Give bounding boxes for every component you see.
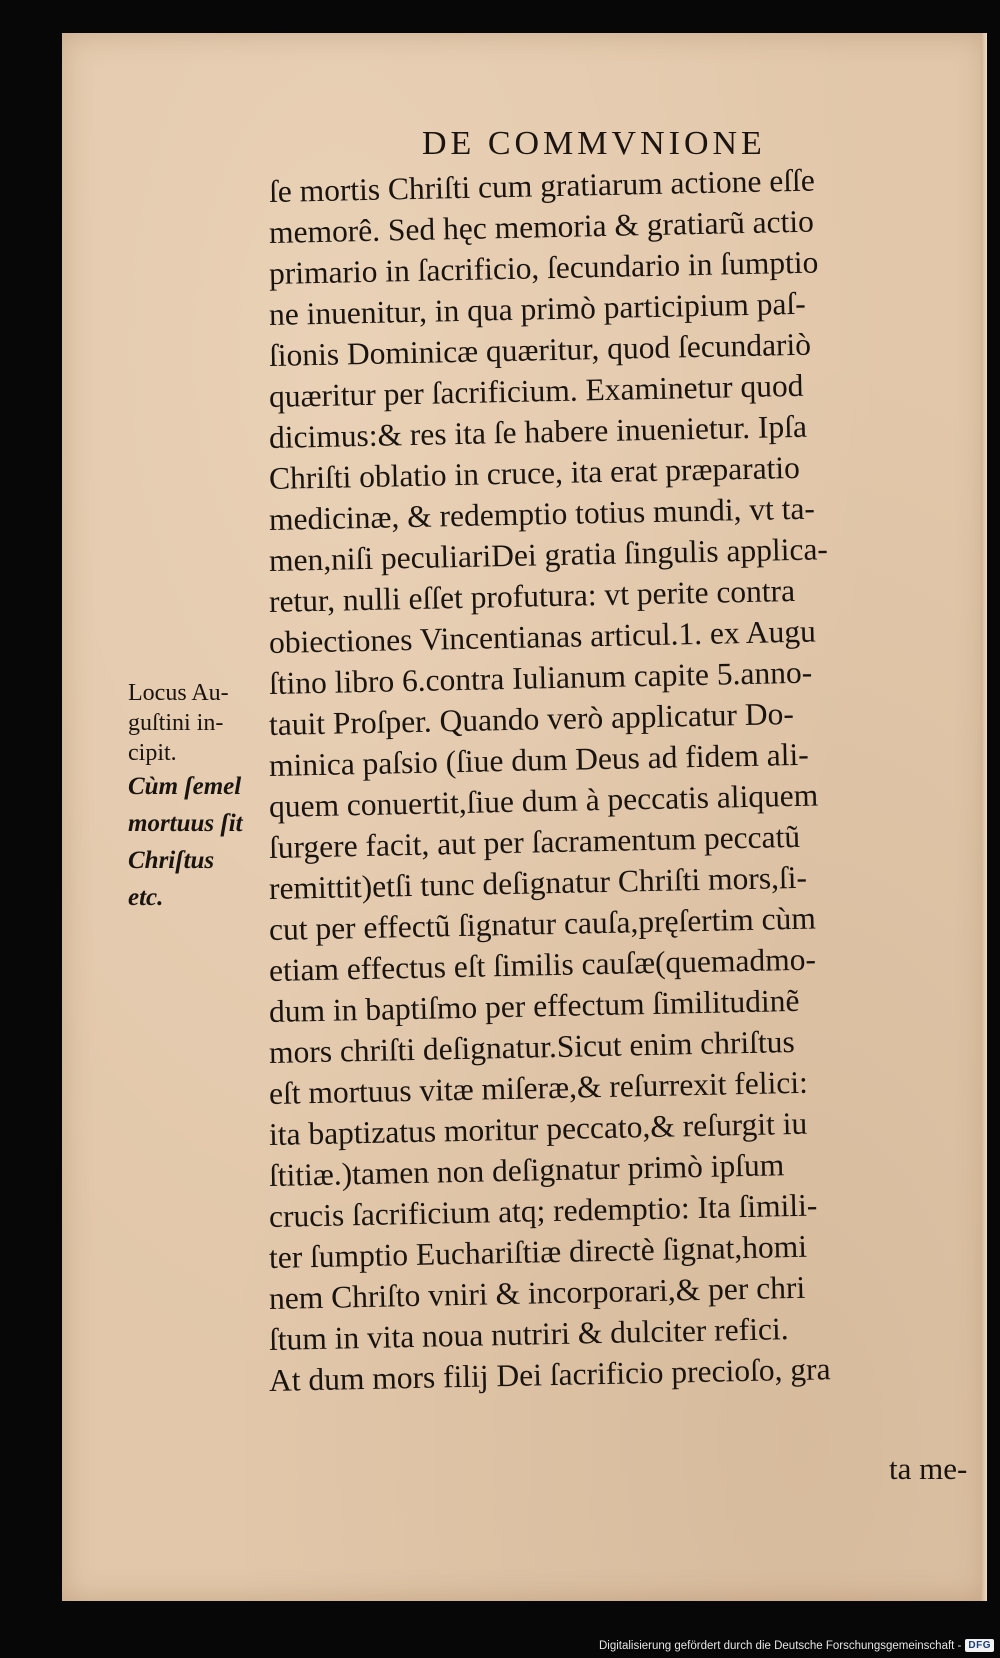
text-line: ſionis Dominicæ quæritur, quod ſecundariò xyxy=(268,326,812,373)
marginal-line-italic: mortuus ſit xyxy=(128,810,243,837)
text-line: quem conuertit,ſiue dum à peccatis aliquem xyxy=(268,777,819,824)
body-text xyxy=(268,162,969,1401)
text-line: eſt mortuus vitæ miſeræ,& reſurrexit felici: xyxy=(268,1064,809,1111)
text-line: primario in ſacrificio, ſecundario in ſumptio xyxy=(268,244,819,291)
text-line: nem Chriſto vniri & incorporari,& per chri xyxy=(268,1269,806,1316)
funding-footer xyxy=(599,1639,994,1652)
text-line: ne inuenitur, in qua primò participium paſ- xyxy=(268,285,806,332)
text-line: remittit)etſi tunc deſignatur Chriſti mors,ſi- xyxy=(268,859,808,906)
text-line: dum in baptiſmo per effectum ſimilitudinẽ xyxy=(268,982,800,1029)
catchword: ta me- xyxy=(889,1451,968,1486)
text-line: ſe mortis Chriſti cum gratiarum actione eſſe xyxy=(268,162,816,209)
text-line: At dum mors filij Dei ſacrificio precioſo, gra xyxy=(268,1351,831,1398)
page-edge xyxy=(981,33,987,1601)
text-line: quæritur per ſacrificium. Examinetur quod xyxy=(268,367,804,414)
text-line: medicinæ, & redemptio totius mundi, vt ta- xyxy=(268,490,816,537)
marginal-line: cipit. xyxy=(128,740,177,766)
marginal-note xyxy=(128,678,278,916)
dfg-logo-icon: DFG xyxy=(965,1639,994,1652)
text-line: mors chriſti deſignatur.Sicut enim chriſtus xyxy=(268,1023,796,1070)
text-line: minica paſsio (ſiue dum Deus ad fidem ali- xyxy=(268,736,809,783)
text-line: ita baptizatus moritur peccato,& reſurgit iu xyxy=(268,1105,808,1152)
marginal-line-italic: etc. xyxy=(128,884,164,911)
text-line: ſurgere facit, aut per ſacramentum peccatũ xyxy=(268,818,801,865)
book-page xyxy=(62,33,987,1601)
text-line: ſtum in vita noua nutriri & dulciter refici. xyxy=(268,1311,789,1357)
text-line: ſtitiæ.)tamen non deſignatur primò ipſum xyxy=(268,1147,785,1193)
text-line: tauit Proſper. Quando verò applicatur Do- xyxy=(268,696,795,742)
running-head: DE COMMVNIONE xyxy=(422,125,766,162)
text-line: dicimus:& res ita ſe habere inuenietur. Ipſa xyxy=(268,408,808,455)
text-line: ter ſumptio Euchariſtiæ directè ſignat,homi xyxy=(268,1228,808,1275)
marginal-line-italic: Cùm ſemel xyxy=(128,773,242,800)
text-line: retur, nulli eſſet profutura: vt perite contra xyxy=(268,572,796,619)
text-line: memorê. Sed hęc memoria & gratiarũ actio xyxy=(268,203,815,250)
text-line: cut per effectũ ſignatur cauſa,pręſertim cùm xyxy=(268,900,817,947)
marginal-line: Locus Au- xyxy=(128,680,229,706)
footer-text: Digitalisierung gefördert durch die Deutsche Forschungsgemeinschaft - xyxy=(598,1639,962,1652)
text-line: men,niſi peculiariDei gratia ſingulis applica- xyxy=(268,531,829,578)
text-line: Chriſti oblatio in cruce, ita erat præparatio xyxy=(268,449,801,496)
marginal-line-italic: Chriſtus xyxy=(128,847,215,874)
text-line: obiectiones Vincentianas articul.1. ex Augu xyxy=(268,613,817,660)
text-line: ſtino libro 6.contra Iulianum capite 5.anno- xyxy=(268,654,813,701)
text-line: etiam effectus eſt ſimilis cauſæ(quemadmo- xyxy=(268,941,817,988)
text-line: crucis ſacrificium atq; redemptio: Ita ſimili- xyxy=(268,1187,818,1234)
marginal-line: guſtini in- xyxy=(128,710,224,736)
